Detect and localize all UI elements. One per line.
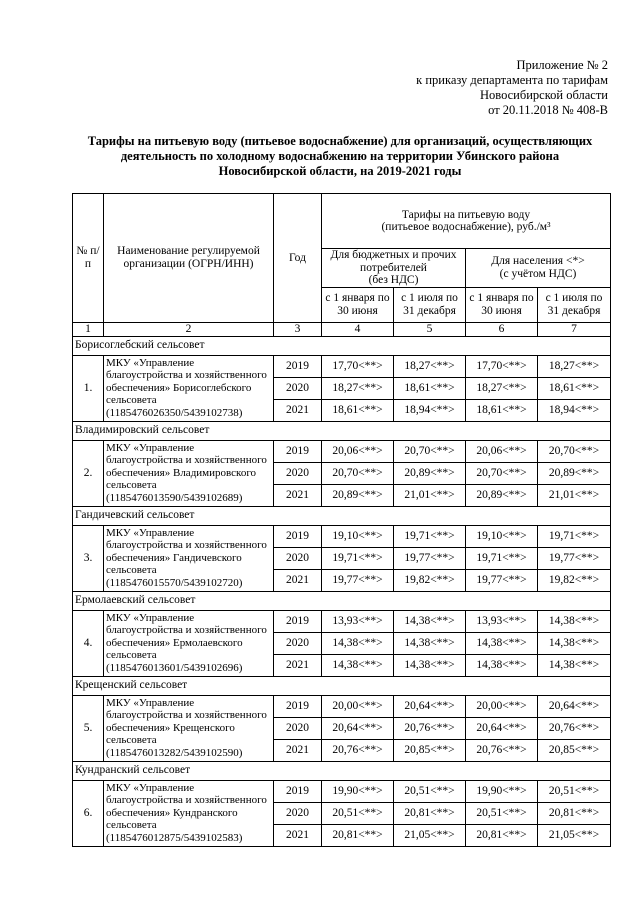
tariff-value: 20,81<**> xyxy=(394,802,466,824)
tariff-value: 20,64<**> xyxy=(466,717,538,739)
tariff-value: 14,38<**> xyxy=(394,632,466,654)
tariff-value: 14,38<**> xyxy=(466,632,538,654)
tariff-value: 20,89<**> xyxy=(466,484,538,506)
tariff-value: 14,38<**> xyxy=(394,654,466,676)
header-organization: Наименование регулируемой организации (ОГРН/ИНН) xyxy=(104,194,274,323)
section-name: Гандичевский сельсовет xyxy=(73,506,611,525)
tariff-value: 19,77<**> xyxy=(322,569,394,591)
tariff-value: 20,64<**> xyxy=(322,717,394,739)
tariff-value: 18,61<**> xyxy=(322,399,394,421)
header-year: Год xyxy=(274,194,322,323)
section-name: Борисоглебский сельсовет xyxy=(73,336,611,355)
tariff-value: 19,90<**> xyxy=(466,780,538,802)
year-cell: 2020 xyxy=(274,377,322,399)
tariff-value: 20,51<**> xyxy=(394,780,466,802)
tariff-value: 21,05<**> xyxy=(394,824,466,846)
tariff-value: 20,70<**> xyxy=(394,440,466,462)
section-name: Кундранский сельсовет xyxy=(73,761,611,780)
year-cell: 2019 xyxy=(274,695,322,717)
header-period-3: с 1 января по 30 июня xyxy=(466,287,538,322)
tariff-value: 20,00<**> xyxy=(322,695,394,717)
tariff-value: 13,93<**> xyxy=(466,610,538,632)
row-number: 4. xyxy=(73,610,104,676)
tariff-value: 20,51<**> xyxy=(466,802,538,824)
tariff-value: 20,06<**> xyxy=(322,440,394,462)
tariff-value: 19,82<**> xyxy=(394,569,466,591)
document-title xyxy=(70,134,610,179)
header-population-line-2: (с учётом НДС) xyxy=(499,267,577,280)
row-number: 6. xyxy=(73,780,104,846)
year-cell: 2020 xyxy=(274,547,322,569)
organization-name: МКУ «Управление благоустройства и хозяйственного обеспечения» Владимировского сельсовета (1185476013590/5439102689) xyxy=(104,440,274,506)
table-row xyxy=(73,610,611,632)
tariff-value: 20,76<**> xyxy=(538,717,611,739)
year-cell: 2021 xyxy=(274,739,322,761)
column-number: 6 xyxy=(466,322,538,336)
row-number: 5. xyxy=(73,695,104,761)
tariff-value: 18,27<**> xyxy=(538,355,611,377)
table-row xyxy=(73,440,611,462)
tariff-value: 18,61<**> xyxy=(394,377,466,399)
year-cell: 2021 xyxy=(274,654,322,676)
tariff-value: 20,81<**> xyxy=(466,824,538,846)
title-line-2: деятельность по холодному водоснабжению на территории Убинского района xyxy=(120,149,560,163)
tariff-value: 17,70<**> xyxy=(322,355,394,377)
tariff-value: 18,61<**> xyxy=(466,399,538,421)
tariffs-table-body xyxy=(73,336,611,846)
tariff-value: 20,70<**> xyxy=(466,462,538,484)
year-cell: 2020 xyxy=(274,802,322,824)
tariff-value: 19,71<**> xyxy=(466,547,538,569)
tariff-value: 18,27<**> xyxy=(394,355,466,377)
tariff-value: 14,38<**> xyxy=(394,610,466,632)
tariff-value: 21,01<**> xyxy=(394,484,466,506)
header-tariffs-line-2: (питьевое водоснабжение), руб./м³ xyxy=(381,221,551,233)
tariff-value: 20,51<**> xyxy=(322,802,394,824)
year-cell: 2019 xyxy=(274,355,322,377)
appendix-region: Новосибирской области xyxy=(479,88,608,102)
tariff-value: 20,89<**> xyxy=(538,462,611,484)
tariff-value: 18,61<**> xyxy=(538,377,611,399)
tariff-value: 20,06<**> xyxy=(466,440,538,462)
tariff-value: 19,71<**> xyxy=(322,547,394,569)
tariffs-table xyxy=(72,193,611,847)
tariff-value: 19,71<**> xyxy=(538,525,611,547)
column-number: 7 xyxy=(538,322,611,336)
row-number: 1. xyxy=(73,355,104,421)
section-name: Ермолаевский сельсовет xyxy=(73,591,611,610)
tariff-value: 20,89<**> xyxy=(394,462,466,484)
tariff-value: 19,77<**> xyxy=(466,569,538,591)
tariff-value: 18,94<**> xyxy=(538,399,611,421)
tariff-value: 20,81<**> xyxy=(322,824,394,846)
tariff-value: 19,10<**> xyxy=(322,525,394,547)
appendix-number: Приложение № 2 xyxy=(516,58,608,72)
header-tariffs-line-1: Тарифы на питьевую воду xyxy=(401,208,531,221)
row-number: 2. xyxy=(73,440,104,506)
year-cell: 2020 xyxy=(274,717,322,739)
tariff-value: 21,05<**> xyxy=(538,824,611,846)
header-population xyxy=(466,249,611,288)
year-cell: 2019 xyxy=(274,780,322,802)
column-number: 5 xyxy=(394,322,466,336)
year-cell: 2021 xyxy=(274,484,322,506)
tariff-value: 14,38<**> xyxy=(466,654,538,676)
header-period-4: с 1 июля по 31 декабря xyxy=(538,287,611,322)
year-cell: 2021 xyxy=(274,824,322,846)
year-cell: 2020 xyxy=(274,632,322,654)
organization-name: МКУ «Управление благоустройства и хозяйственного обеспечения» Кундранского сельсовета (1185476012875/5439102583) xyxy=(104,780,274,846)
tariff-value: 20,85<**> xyxy=(394,739,466,761)
tariff-value: 20,00<**> xyxy=(466,695,538,717)
tariff-value: 21,01<**> xyxy=(538,484,611,506)
column-number: 2 xyxy=(104,322,274,336)
year-cell: 2019 xyxy=(274,525,322,547)
tariff-value: 13,93<**> xyxy=(322,610,394,632)
header-population-line-1: Для населения <*> xyxy=(491,255,585,268)
appendix-reference xyxy=(348,58,608,118)
organization-name: МКУ «Управление благоустройства и хозяйственного обеспечения» Борисоглебского сельсовета (1185476026350/5439102738) xyxy=(104,355,274,421)
header-budget-line-2: (без НДС) xyxy=(368,274,419,286)
year-cell: 2019 xyxy=(274,440,322,462)
section-name: Владимировский сельсовет xyxy=(73,421,611,440)
organization-name: МКУ «Управление благоустройства и хозяйственного обеспечения» Ермолаевского сельсовета (1185476013601/5439102696) xyxy=(104,610,274,676)
table-row xyxy=(73,355,611,377)
year-cell: 2019 xyxy=(274,610,322,632)
year-cell: 2021 xyxy=(274,399,322,421)
tariff-value: 20,76<**> xyxy=(394,717,466,739)
title-line-1: Тарифы на питьевую воду (питьевое водоснабжение) для организаций, осуществляющих xyxy=(87,134,593,148)
organization-name: МКУ «Управление благоустройства и хозяйственного обеспечения» Крещенского сельсовета (1185476013282/5439102590) xyxy=(104,695,274,761)
tariff-value: 20,76<**> xyxy=(466,739,538,761)
tariff-value: 14,38<**> xyxy=(538,632,611,654)
table-row xyxy=(73,780,611,802)
tariff-value: 19,82<**> xyxy=(538,569,611,591)
table-row xyxy=(73,695,611,717)
tariff-value: 20,76<**> xyxy=(322,739,394,761)
year-cell: 2020 xyxy=(274,462,322,484)
header-period-1: с 1 января по 30 июня xyxy=(322,287,394,322)
tariff-value: 19,10<**> xyxy=(466,525,538,547)
tariff-value: 19,71<**> xyxy=(394,525,466,547)
row-number: 3. xyxy=(73,525,104,591)
tariff-value: 20,81<**> xyxy=(538,802,611,824)
tariff-value: 19,90<**> xyxy=(322,780,394,802)
column-number: 4 xyxy=(322,322,394,336)
appendix-date: от 20.11.2018 № 408-В xyxy=(488,103,608,117)
tariff-value: 20,64<**> xyxy=(394,695,466,717)
tariff-value: 19,77<**> xyxy=(538,547,611,569)
tariff-value: 18,94<**> xyxy=(394,399,466,421)
header-budget-line-1: Для бюджетных и прочих потребителей xyxy=(330,249,457,274)
header-budget-consumers xyxy=(322,249,466,288)
column-number: 1 xyxy=(73,322,104,336)
tariff-value: 17,70<**> xyxy=(466,355,538,377)
tariff-value: 14,38<**> xyxy=(322,654,394,676)
header-period-2: с 1 июля по 31 декабря xyxy=(394,287,466,322)
table-row xyxy=(73,525,611,547)
tariff-value: 14,38<**> xyxy=(538,610,611,632)
year-cell: 2021 xyxy=(274,569,322,591)
column-number: 3 xyxy=(274,322,322,336)
header-num: № п/п xyxy=(73,194,104,323)
header-tariffs xyxy=(322,194,611,249)
tariff-value: 20,70<**> xyxy=(538,440,611,462)
tariff-value: 18,27<**> xyxy=(466,377,538,399)
section-name: Крещенский сельсовет xyxy=(73,676,611,695)
tariff-value: 20,89<**> xyxy=(322,484,394,506)
tariff-value: 14,38<**> xyxy=(322,632,394,654)
tariff-value: 20,85<**> xyxy=(538,739,611,761)
appendix-order-ref: к приказу департамента по тарифам xyxy=(416,73,608,87)
tariff-value: 20,64<**> xyxy=(538,695,611,717)
organization-name: МКУ «Управление благоустройства и хозяйственного обеспечения» Гандичевского сельсовета (1185476015570/5439102720) xyxy=(104,525,274,591)
tariff-value: 20,51<**> xyxy=(538,780,611,802)
tariff-value: 19,77<**> xyxy=(394,547,466,569)
tariff-value: 14,38<**> xyxy=(538,654,611,676)
tariff-value: 20,70<**> xyxy=(322,462,394,484)
title-line-3: Новосибирской области, на 2019-2021 годы xyxy=(218,164,462,178)
tariff-value: 18,27<**> xyxy=(322,377,394,399)
